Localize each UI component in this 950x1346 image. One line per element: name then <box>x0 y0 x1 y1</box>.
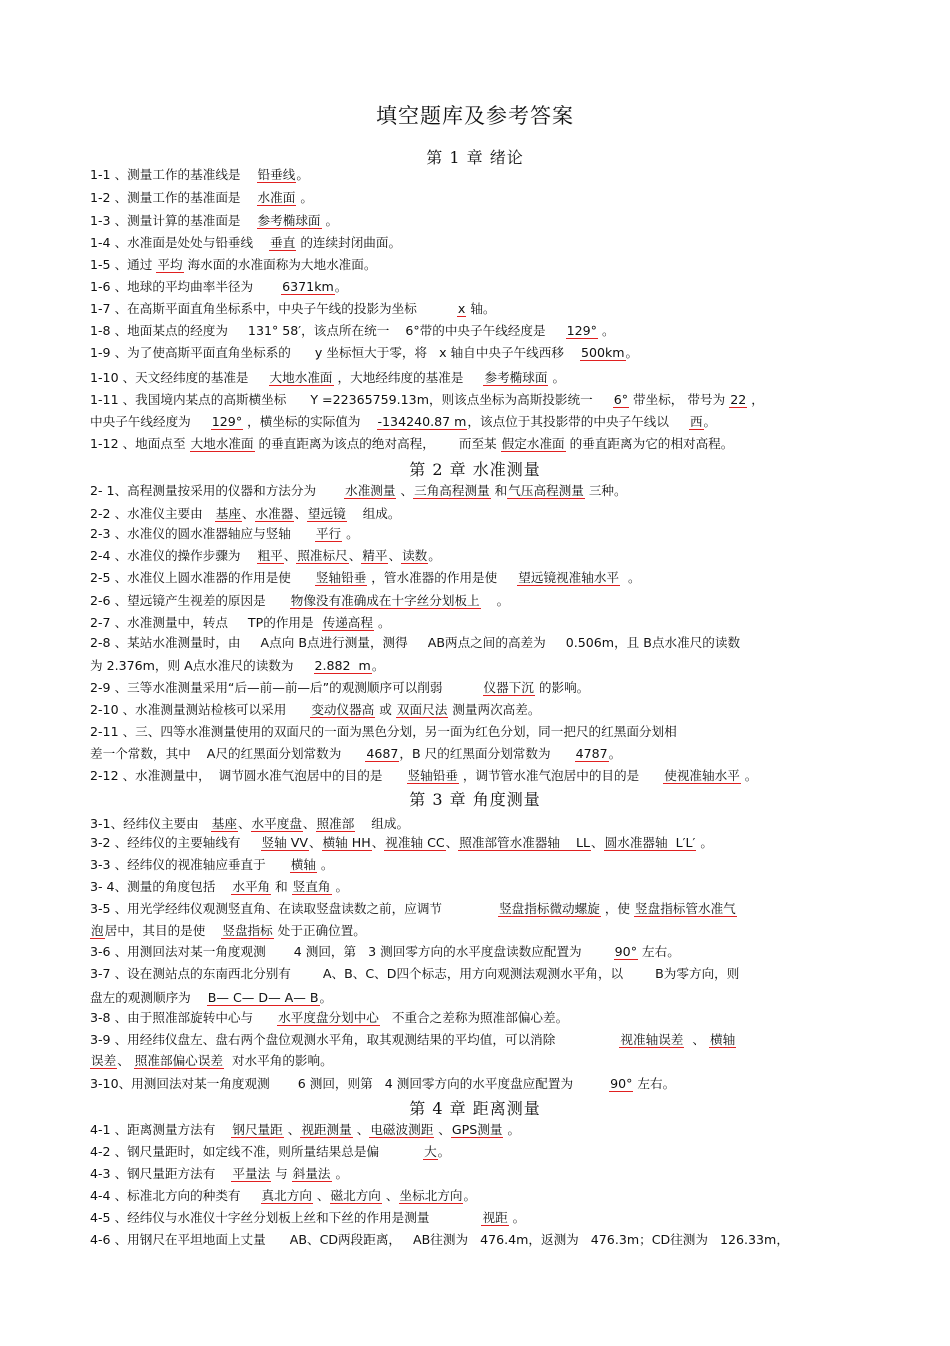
answer-text: 竖直角 <box>292 879 331 894</box>
question-line <box>90 1209 870 1227</box>
question-text: 、 <box>591 835 604 850</box>
answer-text: 90° <box>614 944 637 959</box>
question-text: 或 <box>375 702 396 717</box>
question-text: 带坐标， 带号为 <box>629 392 730 407</box>
question-text: ，大地经纬度的基准是 <box>333 370 484 385</box>
question-text: 1-2 、测量工作的基准面是 <box>90 190 257 205</box>
question-line <box>90 1009 870 1027</box>
question-text: 轴。 <box>466 301 496 316</box>
question-text: 。 <box>296 167 309 182</box>
question-line <box>90 369 870 387</box>
question-text: 的影响。 <box>534 680 590 695</box>
answer-text: 22 <box>730 392 747 407</box>
question-text: 、 <box>308 835 322 850</box>
answer-text: 气压高程测量 <box>508 483 584 498</box>
question-text: 4-6 、用钢尺在平坦地面上丈量 AB、CD两段距离， AB往测为 476.4m，返测为 476.3m；CD往测为 126.33m， <box>90 1232 789 1247</box>
question-text: 。 <box>373 615 391 630</box>
question-text: 4-1 、距离测量方法有 <box>90 1122 232 1137</box>
answer-text: 钢尺量距 <box>232 1122 283 1137</box>
question-text: 。 <box>331 879 349 894</box>
question-line <box>90 1075 870 1093</box>
answer-text: 129° <box>566 323 597 338</box>
question-text: 。 <box>331 1166 349 1181</box>
question-line <box>90 1231 870 1249</box>
answer-text: 照准部 <box>316 816 355 831</box>
answer-text: 读数 <box>402 548 428 563</box>
question-text: 3-1、经纬仪主要由 <box>90 816 211 831</box>
question-text: 2-9 、三等水准测量采用“后—前—前—后”的观测顺序可以削弱 <box>90 680 483 695</box>
question-line <box>90 1187 870 1205</box>
chapter-heading: 第 3 章 角度测量 <box>409 790 541 809</box>
answer-text: 参考椭球面 <box>484 370 548 385</box>
question-line <box>90 435 870 453</box>
question-text: 3-2 、经纬仪的主要轴线有 <box>90 835 261 850</box>
answer-text: 参考椭球面 <box>257 213 321 228</box>
question-text: 对水平角的影响。 <box>223 1053 333 1068</box>
question-text: 。 <box>437 1144 451 1159</box>
question-text: 4-2 、钢尺量距时，如定线不准，则所量结果总是偏 <box>90 1144 424 1159</box>
answer-text: 传递高程 <box>322 615 373 630</box>
answer-text: 竖盘指标管水准气 <box>635 901 736 916</box>
answer-text: 斜量法 <box>292 1166 331 1181</box>
question-line <box>90 505 870 523</box>
question-line <box>90 679 870 697</box>
question-text: 3- 4、测量的角度包括 <box>90 879 232 894</box>
question-text: ，B 尺的红黑面分划常数为 <box>399 746 575 761</box>
question-text: 1-1 、测量工作的基准线是 <box>90 167 257 182</box>
answer-text: 仪器下沉 <box>483 680 534 695</box>
question-text: 、 <box>241 506 255 521</box>
question-line <box>90 322 870 340</box>
question-line <box>90 767 870 785</box>
answer-text: 西 <box>689 414 703 429</box>
answer-text: 大地水准面 <box>269 370 333 385</box>
question-text: 。 <box>463 1188 477 1203</box>
question-text: 1-9 、为了使高斯平面直角坐标系的 y 坐标恒大于零，将 x 轴自中央子午线西移 <box>90 345 580 360</box>
answer-text: 使视准轴水平 <box>664 768 740 783</box>
question-text: 、 <box>371 835 385 850</box>
question-line <box>90 413 870 431</box>
question-line <box>90 1052 870 1070</box>
answer-text: 圆水准器轴 L′L′ <box>604 835 696 850</box>
answer-text: 粗平 <box>257 548 283 563</box>
answer-text: 平量法 <box>232 1166 271 1181</box>
answer-text: 横轴 <box>290 857 316 872</box>
question-text: 2-7 、水准测量中，转点 TP的作用是 <box>90 615 322 630</box>
question-text: 2-4 、水准仪的操作步骤为 <box>90 548 257 563</box>
question-text: 居中，其目的是使 <box>104 923 222 938</box>
question-line <box>90 922 870 940</box>
question-text: 、 <box>312 1188 330 1203</box>
answer-text: 假定水准面 <box>501 436 565 451</box>
question-text: 2-5 、水准仪上圆水准器的作用是使 <box>90 570 315 585</box>
answer-text: 真北方向 <box>261 1188 312 1203</box>
answer-text: 大 <box>424 1144 437 1159</box>
question-text: 与 <box>271 1166 292 1181</box>
question-text: 2-3 、水准仪的圆水准器轴应与竖轴 <box>90 526 315 541</box>
question-text: 。 <box>316 857 334 872</box>
question-text: 、 <box>348 548 362 563</box>
question-text: 。 <box>296 190 313 205</box>
answer-text: 精平 <box>362 548 388 563</box>
question-text: 4-4 、标准北方向的种类有 <box>90 1188 261 1203</box>
question-line <box>90 592 870 610</box>
question-text: 2- 1、高程测量按采用的仪器和方法分为 <box>90 483 345 498</box>
question-text: 1-5 、通过 <box>90 257 157 272</box>
question-line <box>90 166 870 184</box>
question-text: 、 <box>237 816 251 831</box>
question-line <box>90 900 870 918</box>
question-text: 、 <box>302 816 316 831</box>
question-text: 。 <box>371 658 385 673</box>
question-text: 2-12 、水准测量中， 调节圆水准气泡居中的目的是 <box>90 768 407 783</box>
question-text: 组成。 <box>346 506 401 521</box>
answer-text: 4687 <box>366 746 399 761</box>
answer-text: 大地水准面 <box>190 436 254 451</box>
answer-text: 6371km <box>282 279 334 294</box>
question-text: 的垂直距离为它的相对高程。 <box>565 436 734 451</box>
question-text: 3-3 、经纬仪的视准轴应垂直于 <box>90 857 290 872</box>
answer-text: 双面尺法 <box>396 702 448 717</box>
question-line <box>90 943 870 961</box>
question-text: 、 <box>283 548 297 563</box>
question-text: 1-12 、地面点至 <box>90 436 190 451</box>
question-text: 1-8 、地面某点的经度为 131° 58′，该点所在统一 6°带的中央子午线经度是 <box>90 323 566 338</box>
answer-text: 铅垂线 <box>257 167 296 182</box>
answer-text: 照准标尺 <box>297 548 348 563</box>
answer-text: 竖轴铅垂 <box>315 570 367 585</box>
question-text: 、 <box>445 835 459 850</box>
question-text: 、 <box>294 506 307 521</box>
question-text: ，使 <box>600 901 635 916</box>
answer-text: 坐标北方向 <box>399 1188 463 1203</box>
question-line <box>90 1031 870 1049</box>
question-line <box>90 745 870 763</box>
question-text: 2-2 、水准仪主要由 <box>90 506 215 521</box>
answer-text: 500km <box>580 345 625 360</box>
answer-text: 三角高程测量 <box>414 483 490 498</box>
question-text: 2-6 、望远镜产生视差的原因是 <box>90 593 290 608</box>
question-line <box>90 547 870 565</box>
chapter-heading: 第 4 章 距离测量 <box>409 1099 541 1118</box>
question-line <box>90 965 870 983</box>
question-line <box>90 212 870 230</box>
answer-text: 视距测量 <box>301 1122 352 1137</box>
question-text: 。 <box>597 323 615 338</box>
question-line <box>90 723 870 741</box>
answer-text: 基座 <box>215 506 241 521</box>
question-text: 。 <box>608 746 622 761</box>
answer-text: 垂直 <box>270 235 296 250</box>
question-text: 盘左的观测顺序为 <box>90 990 207 1005</box>
answer-text: 横轴 <box>709 1032 736 1047</box>
question-line <box>90 300 870 318</box>
question-text: 。 <box>740 768 758 783</box>
question-text: 差一个常数，其中 A尺的红黑面分划常数为 <box>90 746 366 761</box>
answer-text: 平行 <box>315 526 342 541</box>
answer-text: 视距 <box>482 1210 508 1225</box>
question-line <box>90 344 870 362</box>
question-text: 和 <box>271 879 292 894</box>
question-text: ，横坐标的实际值为 <box>243 414 377 429</box>
question-text: ，调节管水准气泡居中的目的是 <box>458 768 664 783</box>
answer-text: 变动仪器高 <box>311 702 375 717</box>
question-text: 。 <box>503 1122 521 1137</box>
answer-text: 望远镜视准轴水平 <box>518 570 619 585</box>
question-text: 。 <box>480 593 510 608</box>
answer-text: 泡 <box>91 923 104 938</box>
question-text: 中央子午线经度为 <box>90 414 211 429</box>
question-text: 3-6 、用测回法对某一角度观测 4 测回，第 3 测回零方向的水平度盘读数应配置为 <box>90 944 614 959</box>
question-text: 、 <box>388 548 402 563</box>
question-text: 。 <box>428 548 441 563</box>
answer-text: -134240.87 m <box>377 414 467 429</box>
question-text: 1-10 、天文经纬度的基准是 <box>90 370 269 385</box>
answer-text: 水平度盘 <box>251 816 302 831</box>
answer-text: 照准部偏心误差 <box>134 1053 223 1068</box>
question-line <box>90 391 870 409</box>
question-text: 1-6 、地球的平均曲率半径为 <box>90 279 282 294</box>
question-text: 1-11 、我国境内某点的高斯横坐标 Y =22365759.13m，则该点坐标为高斯投影统一 <box>90 392 613 407</box>
question-text: 、 <box>434 1122 451 1137</box>
question-text: 、 <box>117 1053 134 1068</box>
answer-text: 误差 <box>91 1053 117 1068</box>
question-text: 。 <box>620 570 641 585</box>
question-text: 处于正确位置。 <box>273 923 366 938</box>
question-text: 3-5 、用光学经纬仪观测竖直角、在读取竖盘读数之前，应调节 <box>90 901 499 916</box>
question-text: 2-11 、三、四等水准测量使用的双面尺的一面为黑色分划，另一面为红色分划，同一把尺的红黑面分划相 <box>90 724 677 739</box>
question-text: 1-4 、水准面是处处与铅垂线 <box>90 235 270 250</box>
question-text: 3-8 、由于照准部旋转中心与 <box>90 1010 278 1025</box>
question-line <box>90 614 870 632</box>
question-line <box>90 569 870 587</box>
answer-text: GPS测量 <box>451 1122 503 1137</box>
question-text: 三种。 <box>584 483 627 498</box>
answer-text: 水平度盘分划中心 <box>278 1010 379 1025</box>
question-line <box>90 278 870 296</box>
answer-text: 竖轴 VV <box>261 835 308 850</box>
question-line <box>90 525 870 543</box>
question-text: 。 <box>342 526 359 541</box>
question-text: 左右。 <box>638 944 680 959</box>
question-text: 1-3 、测量计算的基准面是 <box>90 213 257 228</box>
question-text: 、 <box>396 483 414 498</box>
question-text: 和 <box>490 483 508 498</box>
question-line <box>90 989 870 1007</box>
answer-text: 磁北方向 <box>330 1188 381 1203</box>
answer-text: 90° <box>610 1076 633 1091</box>
question-text: ， <box>747 392 764 407</box>
question-line <box>90 1165 870 1183</box>
question-line <box>90 256 870 274</box>
answer-text: 竖盘指标 <box>222 923 273 938</box>
answer-text: 视准轴误差 <box>620 1032 684 1047</box>
document-title: 填空题库及参考答案 <box>376 104 574 128</box>
answer-text: 基座 <box>211 816 237 831</box>
question-text: 2-10 、水准测量测站检核可以采用 <box>90 702 311 717</box>
answer-text: B— C— D— A— B <box>207 990 319 1005</box>
question-text: 。 <box>696 835 713 850</box>
answer-text: 电磁波测距 <box>370 1122 434 1137</box>
answer-text: 6° <box>613 392 629 407</box>
question-text: ，管水准器的作用是使 <box>367 570 518 585</box>
question-text: 3-10、用测回法对某一角度观测 6 测回，则第 4 测回零方向的水平度盘应配置为 <box>90 1076 610 1091</box>
question-text: 的垂直距离为该点的绝对高程， 而至某 <box>254 436 501 451</box>
question-text: 不重合之差称为照准部偏心差。 <box>379 1010 569 1025</box>
answer-text: 照准部管水准器轴 LL <box>459 835 591 850</box>
question-line <box>90 815 870 833</box>
question-text: 。 <box>703 414 717 429</box>
answer-text: 竖盘指标微动螺旋 <box>499 901 600 916</box>
answer-text: 4787 <box>575 746 608 761</box>
question-text: 海水面的水准面称为大地水准面。 <box>183 257 377 272</box>
answer-text: 水平角 <box>232 879 271 894</box>
question-text: 、 <box>352 1122 370 1137</box>
question-line <box>90 1121 870 1139</box>
question-text: 、 <box>283 1122 301 1137</box>
question-text: 的连续封闭曲面。 <box>296 235 402 250</box>
question-text: 为 2.376m，则 A点水准尺的读数为 <box>90 658 314 673</box>
answer-text: 平均 <box>157 257 183 272</box>
question-text: 。 <box>548 370 566 385</box>
question-line <box>90 657 870 675</box>
question-text: 。 <box>334 279 348 294</box>
question-text: 组成。 <box>355 816 410 831</box>
answer-text: x <box>457 301 466 316</box>
answer-text: 视准轴 CC <box>385 835 445 850</box>
question-line <box>90 701 870 719</box>
question-line <box>90 482 870 500</box>
answer-text: 竖轴铅垂 <box>407 768 458 783</box>
question-text: 。 <box>319 990 333 1005</box>
question-text: 。 <box>625 345 639 360</box>
chapter-heading: 第 2 章 水准测量 <box>409 460 541 479</box>
question-text: 测量两次高差。 <box>448 702 541 717</box>
chapter-heading: 第 1 章 绪论 <box>426 148 524 167</box>
question-line <box>90 1143 870 1161</box>
answer-text: 物像没有准确成在十字丝分划板上 <box>290 593 480 608</box>
question-text: 。 <box>321 213 339 228</box>
question-text: 、 <box>684 1032 709 1047</box>
question-line <box>90 856 870 874</box>
question-text: ，该点位于其投影带的中央子午线以 <box>467 414 689 429</box>
question-text: 4-5 、经纬仪与水准仪十字丝分划板上丝和下丝的作用是测量 <box>90 1210 482 1225</box>
question-text: 3-7 、设在测站点的东南西北分别有 A、B、C、D四个标志，用方向观测法观测水平角，以 B为零方向，则 <box>90 966 740 981</box>
question-text: 左右。 <box>633 1076 676 1091</box>
answer-text: 望远镜 <box>307 506 346 521</box>
answer-text: 129° <box>211 414 243 429</box>
question-line <box>90 834 870 852</box>
answer-text: 横轴 HH <box>322 835 371 850</box>
question-line <box>90 634 870 652</box>
question-text: 、 <box>381 1188 399 1203</box>
answer-text: 水准面 <box>257 190 296 205</box>
question-text: 4-3 、钢尺量距方法有 <box>90 1166 232 1181</box>
question-line <box>90 234 870 252</box>
question-text: 。 <box>508 1210 526 1225</box>
question-text: 2-8 、某站水准测量时，由 A点向 B点进行测量，测得 AB两点之间的高差为 0.506m，且 B点水准尺的读数 <box>90 635 741 650</box>
answer-text: 水准测量 <box>345 483 396 498</box>
answer-text: 2.882 m <box>314 658 371 673</box>
question-line <box>90 189 870 207</box>
question-text: 3-9 、用经纬仪盘左、盘右两个盘位观测水平角，取其观测结果的平均值，可以消除 <box>90 1032 620 1047</box>
answer-text: 水准器 <box>255 506 294 521</box>
question-text: 1-7 、在高斯平面直角坐标系中，中央子午线的投影为坐标 <box>90 301 457 316</box>
question-line <box>90 878 870 896</box>
